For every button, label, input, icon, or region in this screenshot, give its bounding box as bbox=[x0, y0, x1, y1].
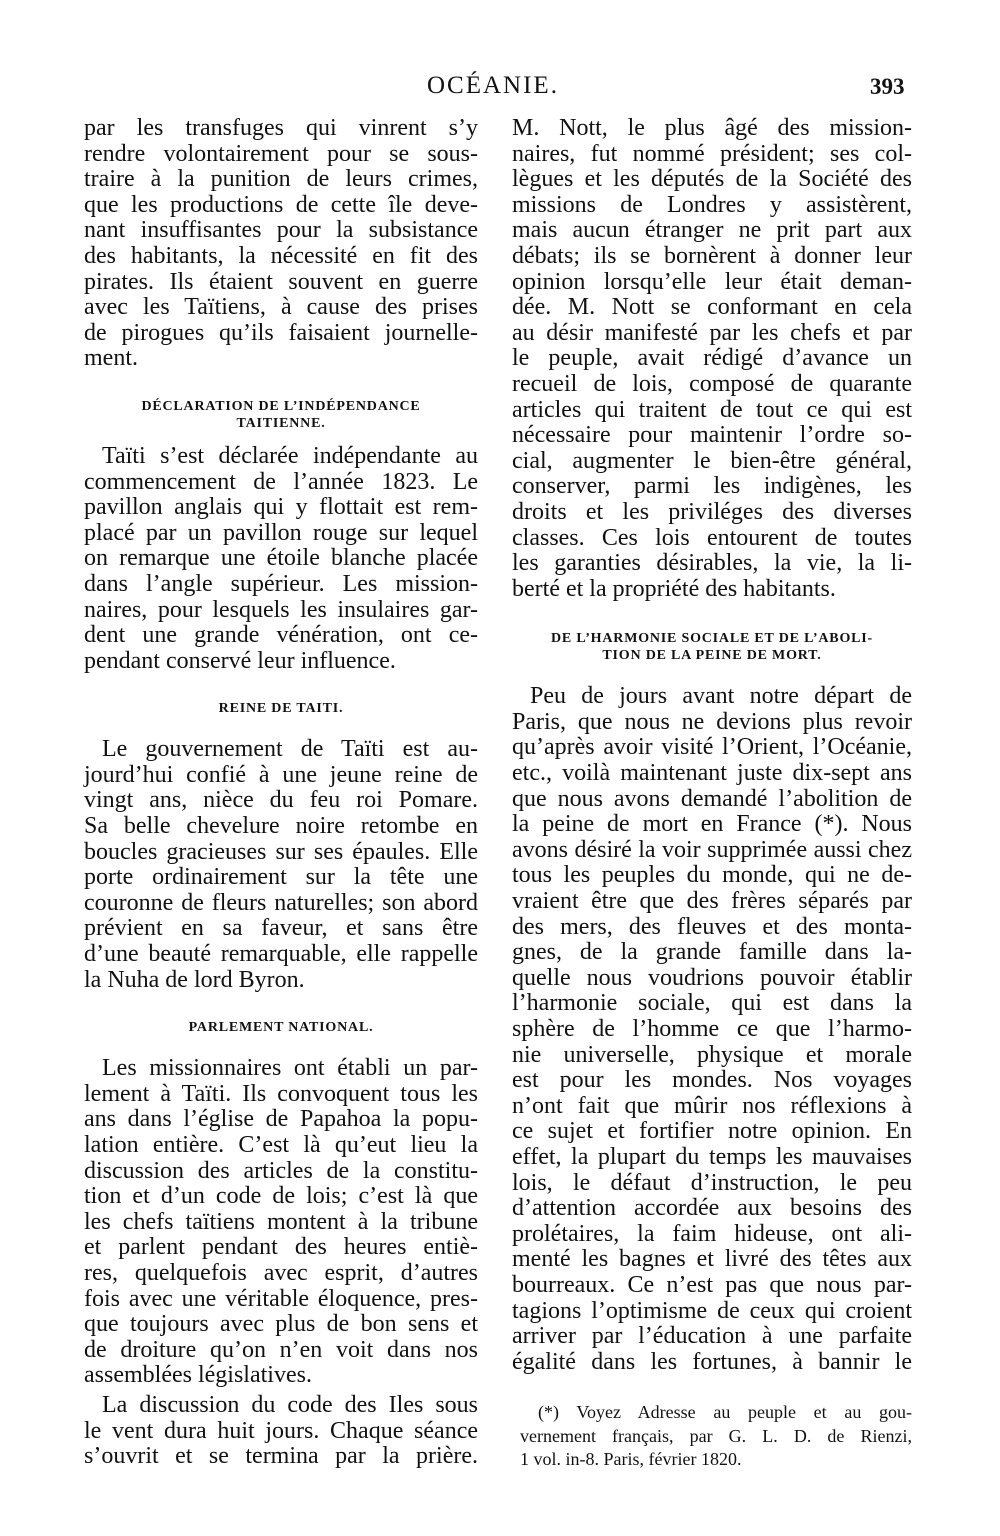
text-line: porte ordinairement sur la tête une bbox=[84, 864, 478, 891]
text-line: jourd’hui confié à une jeune reine de bbox=[84, 761, 478, 788]
text-line: opinion lorsqu’elle leur était deman- bbox=[512, 268, 912, 295]
text-line: Sa belle chevelure noire retombe en bbox=[84, 813, 478, 840]
text-line: d’une beauté remarquable, elle rappelle bbox=[84, 941, 478, 968]
text-line: vingt ans, nièce du feu roi Pomare. bbox=[84, 787, 478, 814]
text-line: sphère de l’homme ce que l’harmo- bbox=[512, 1016, 912, 1042]
text-line: qu’après avoir visité l’Orient, l’Océanie, bbox=[512, 734, 912, 761]
text-line: Les missionnaires ont établi un par- bbox=[102, 1055, 478, 1082]
heading-line: TAITIENNE. bbox=[236, 415, 326, 431]
running-title: OCÉANIE. bbox=[427, 72, 559, 99]
text-line: lois, le défaut d’instruction, le peu bbox=[512, 1169, 912, 1196]
text-line: s’ouvrit et se termina par la prière. bbox=[84, 1443, 478, 1470]
running-head bbox=[0, 72, 1000, 106]
text-line: d’attention accordée aux besoins des bbox=[512, 1195, 912, 1222]
text-line: débats; ils se bornèrent à donner leur bbox=[512, 242, 912, 269]
section-heading-reine bbox=[84, 700, 478, 717]
text-line: La discussion du code des Iles sous bbox=[102, 1391, 478, 1418]
text-line: est pour les mondes. Nos voyages bbox=[512, 1067, 912, 1094]
text-line: des mers, des fleuves et des monta- bbox=[512, 913, 912, 940]
text-line: n’ont fait que mûrir nos réflexions à bbox=[512, 1092, 912, 1119]
text-line: de droiture qu’on n’en voit dans nos bbox=[84, 1336, 478, 1363]
section-heading-declaration bbox=[84, 398, 478, 432]
footnote-line: 1 vol. in-8. Paris, février 1820. bbox=[520, 1449, 742, 1470]
paragraph-parlement bbox=[84, 1056, 478, 1389]
text-line: etc., voilà maintenant juste dix-sept ans bbox=[512, 760, 912, 787]
text-line: Le gouvernement de Taïti est au- bbox=[102, 736, 478, 763]
text-line: Peu de jours avant notre départ de bbox=[530, 683, 912, 710]
heading-line: DE L’HARMONIE SOCIALE ET DE L’ABOLI- bbox=[551, 631, 873, 647]
text-line: avec les Taïtiens, à cause des prises bbox=[84, 294, 478, 321]
text-line: menté les bagnes et livré des têtes aux bbox=[512, 1246, 912, 1273]
text-line: droits et les priviléges des diverses bbox=[512, 498, 912, 525]
text-line: ce sujet et fortifier notre opinion. En bbox=[512, 1118, 912, 1145]
text-line: assemblées législatives. bbox=[84, 1362, 312, 1389]
text-line: tion et d’un code de lois; c’est là que bbox=[84, 1183, 478, 1210]
text-line: lègues et les députés de la Société des bbox=[512, 166, 912, 193]
text-line: recueil de lois, composé de quarante bbox=[512, 370, 912, 397]
text-line: le peuple, avait rédigé d’avance un bbox=[512, 345, 912, 372]
paragraph-reine bbox=[84, 737, 478, 993]
text-line: arriver par l’éducation à une parfaite bbox=[512, 1323, 912, 1350]
text-line: M. Nott, le plus âgé des mission- bbox=[512, 115, 912, 141]
text-line: quelle nous voudrions pouvoir établir bbox=[512, 964, 912, 991]
heading-line: PARLEMENT NATIONAL. bbox=[188, 1020, 374, 1036]
text-line: nécessaire pour maintenir l’ordre so- bbox=[512, 422, 912, 449]
text-line: articles qui traitent de tout ce qui est bbox=[512, 396, 912, 423]
text-line: naires, pour lesquels les insulaires gar- bbox=[84, 596, 478, 623]
section-heading-harmonie bbox=[512, 630, 912, 664]
heading-line: DÉCLARATION DE L’INDÉPENDANCE bbox=[141, 398, 421, 414]
text-line: rendre volontairement pour se sous- bbox=[84, 140, 478, 167]
text-line: effet, la plupart du temps les mauvaises bbox=[512, 1143, 912, 1170]
text-line: pavillon anglais qui y flottait est rem- bbox=[84, 494, 478, 521]
text-line: couronne de fleurs naturelles; son abord bbox=[84, 889, 478, 916]
paragraph-discussion bbox=[84, 1393, 478, 1470]
text-line: mais aucun étranger ne prit part aux bbox=[512, 217, 912, 244]
heading-line: TION DE LA PEINE DE MORT. bbox=[602, 648, 822, 664]
text-line: de pirogues qu’ils faisaient journelle- bbox=[84, 319, 478, 346]
paragraph-independance bbox=[84, 444, 478, 674]
footnote-line: vernement français, par G. L. D. de Rienzi, bbox=[520, 1425, 912, 1446]
paragraph-abolition bbox=[512, 684, 912, 1375]
text-line: au désir manifesté par les chefs et par bbox=[512, 319, 912, 346]
text-line: ment. bbox=[84, 345, 138, 372]
text-line: naires, fut nommé président; ses col- bbox=[512, 140, 912, 167]
text-line: ans dans l’église de Papahoa la popu- bbox=[84, 1106, 478, 1133]
text-line: boucles gracieuses sur ses épaules. Elle bbox=[84, 838, 478, 865]
text-line: lation entière. C’est là qu’eut lieu la bbox=[84, 1132, 478, 1158]
text-line: prolétaires, la faim hideuse, ont ali- bbox=[512, 1220, 912, 1247]
text-line: tous les peuples du monde, qui ne de- bbox=[512, 862, 912, 889]
footnote-line: (*) Voyez Adresse au peuple et au gou- bbox=[538, 1402, 912, 1423]
text-line: on remarque une étoile blanche placée bbox=[84, 545, 478, 572]
text-line: cial, augmenter le bien-être général, bbox=[512, 447, 912, 474]
text-line: la Nuha de lord Byron. bbox=[84, 966, 305, 993]
text-line: dans l’angle supérieur. Les mission- bbox=[84, 570, 478, 597]
page-number: 393 bbox=[870, 74, 905, 99]
text-line: égalité dans les fortunes, à bannir le bbox=[512, 1348, 912, 1375]
footnote bbox=[512, 1401, 912, 1472]
text-line: classes. Ces lois entourent de toutes bbox=[512, 524, 912, 551]
text-line: le vent dura huit jours. Chaque séance bbox=[84, 1417, 478, 1444]
text-line: commencement de l’année 1823. Le bbox=[84, 468, 478, 495]
paragraph-nott bbox=[512, 116, 912, 602]
right-column bbox=[512, 116, 912, 1472]
left-column bbox=[84, 116, 478, 1470]
text-line: les garanties désirables, la vie, la li- bbox=[512, 550, 912, 577]
text-line: Taïti s’est déclarée indépendante au bbox=[102, 442, 478, 469]
text-line: pendant conservé leur influence. bbox=[84, 647, 396, 674]
text-line: que toujours avec plus de bon sens et bbox=[84, 1311, 478, 1338]
text-line: des habitants, la nécessité en fit des bbox=[84, 242, 478, 269]
text-line: fois avec une véritable éloquence, pres- bbox=[84, 1285, 478, 1312]
text-line: nant insuffisantes pour la subsistance bbox=[84, 217, 478, 244]
text-line: lement à Taïti. Ils convoquent tous les bbox=[84, 1080, 478, 1107]
text-line: dent une grande vénération, ont ce- bbox=[84, 622, 478, 649]
text-line: dée. M. Nott se conformant en cela bbox=[512, 294, 912, 321]
text-line: prévient en sa faveur, et sans être bbox=[84, 915, 478, 942]
text-line: avons désiré la voir supprimée aussi chez bbox=[512, 836, 912, 863]
paragraph-transfuges bbox=[84, 116, 478, 372]
text-line: placé par un pavillon rouge sur lequel bbox=[84, 519, 478, 546]
text-line: que nous avons demandé l’abolition de bbox=[512, 785, 912, 812]
text-line: vraient être que des frères séparés par bbox=[512, 888, 912, 915]
text-line: berté et la propriété des habitants. bbox=[512, 575, 836, 602]
text-line: discussion des articles de la constitu- bbox=[84, 1157, 478, 1184]
text-line: conserver, parmi les indigènes, les bbox=[512, 473, 912, 500]
text-line: res, quelquefois avec esprit, d’autres bbox=[84, 1259, 478, 1286]
text-line: nie universelle, physique et morale bbox=[512, 1041, 912, 1068]
text-line: traire à la punition de leurs crimes, bbox=[84, 166, 478, 193]
text-line: l’harmonie sociale, qui est dans la bbox=[512, 990, 912, 1017]
text-line: tagions l’optimisme de ceux qui croient bbox=[512, 1297, 912, 1324]
text-line: gnes, de la grande famille dans la- bbox=[512, 939, 912, 966]
text-line: la peine de mort en France (*). Nous bbox=[512, 811, 912, 838]
heading-line: REINE DE TAITI. bbox=[218, 701, 344, 717]
section-heading-parlement bbox=[84, 1019, 478, 1036]
text-line: que les productions de cette île deve- bbox=[84, 191, 478, 218]
text-line: Paris, que nous ne devions plus revoir bbox=[512, 708, 912, 735]
text-line: missions de Londres y assistèrent, bbox=[512, 191, 912, 218]
text-line: et parlent pendant des heures entiè- bbox=[84, 1234, 478, 1261]
text-line: les chefs taïtiens montent à la tribune bbox=[84, 1208, 478, 1235]
text-line: pirates. Ils étaient souvent en guerre bbox=[84, 268, 478, 295]
text-line: par les transfuges qui vinrent s’y bbox=[84, 115, 478, 141]
text-line: bourreaux. Ce n’est pas que nous par- bbox=[512, 1271, 912, 1298]
